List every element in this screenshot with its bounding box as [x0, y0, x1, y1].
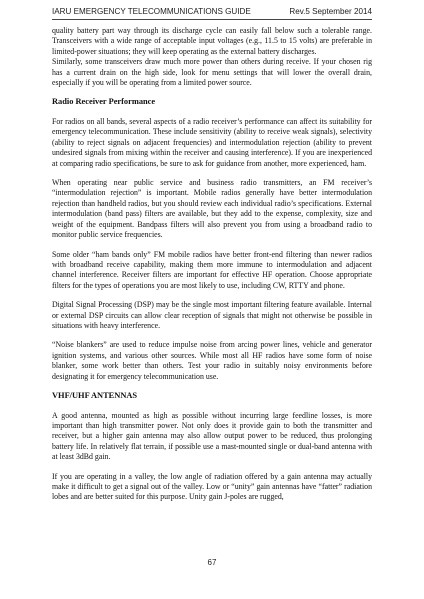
- header-title: IARU EMERGENCY TELECOMMUNICATIONS GUIDE: [52, 7, 251, 16]
- paragraph-receiver-aspects: For radios on all bands, several aspects of a radio receiver’s performance can affect its suitability for emergency telecommunication. These include sensitivity (ability to receive weak signals), selectivity (ability to reject signals on adjacent frequencies) and intermodulation rejection (ability to prevent undesired signals from mixing within the receiver and causing interference). If you are inexperienced at comparing radio specifications, be sure to ask for guidance from another, more experienced, ham.: [52, 117, 372, 168]
- page-body: [52, 26, 372, 512]
- paragraph-intermodulation: When operating near public service and business radio transmitters, an FM receiver’s “intermodulation rejection” is important. Mobile radios generally have better intermodulation rejection than handheld radios, but you should review each individual radio’s specifications. External intermodulation (band pass) filters are available, but they add to the expense, complexity, size and weight of the equipment. Bandpass filters will also prevent you from using a broadband radio to monitor public service frequencies.: [52, 178, 372, 240]
- paragraph-valley-operation: If you are operating in a valley, the low angle of radiation offered by a gain antenna may actually make it difficult to get a signal out of the valley. Low or “unity” gain antennas have “fatter” radiation lobes and are better suited for this purpose. Unity gain J-poles are rugged,: [52, 471, 372, 502]
- paragraph-battery-range: quality battery part way through its discharge cycle can easily fall below such a tolerable range. Transceivers with a wide range of acceptable input voltages (e.g., 11.5 to 15 volts) are preferable in limited-power situations; they will keep operating as the external battery discharges.: [52, 26, 372, 56]
- paragraph-older-radios: Some older “ham bands only” FM mobile radios have better front-end filtering than newer radios with broadband receive capability, making them more immune to intermodulation and adjacent channel interference. Receiver filters are important for effective HF operation. Choose appropriate filters for the types of operations you are most likely to use, including CW, RTTY and phone.: [52, 249, 372, 290]
- heading-receiver-performance: Radio Receiver Performance: [52, 97, 156, 107]
- paragraph-noise-blankers: “Noise blankers” are used to reduce impulse noise from arcing power lines, vehicle and generator ignition systems, and various other sources. While most all HF radios have some form of noise blanker, some work better than others. Test your radio in suitably noisy environments before designating it for emergency telecommunication use.: [52, 340, 372, 381]
- paragraph-good-antenna: A good antenna, mounted as high as possible without incurring large feedline losses, is more important than high transmitter power. Not only does it provide gain to both the transmitter and receiver, but a higher gain antenna may also allow output power to be reduced, thus prolonging battery life. In relatively flat terrain, if possible use a mast-mounted single or dual-band antenna with at least 3dBd gain.: [52, 410, 372, 462]
- paragraph-current-drain: Similarly, some transceivers draw much more power than others during receive. If your chosen rig has a current drain on the high side, look for menu settings that will lower the overall drain, especially if you will be operating from a limited power source.: [52, 57, 372, 88]
- page-header: [52, 5, 372, 20]
- paragraph-dsp: Digital Signal Processing (DSP) may be the single most important filtering feature available. Internal or external DSP circuits can allow clear reception of signals that might not otherwise be possible in situations with heavy interference.: [52, 300, 372, 330]
- header-revision: Rev.5 September 2014: [289, 7, 372, 16]
- heading-vhf-uhf-antennas: VHF/UHF ANTENNAS: [52, 390, 138, 400]
- page-number: 67: [207, 558, 217, 567]
